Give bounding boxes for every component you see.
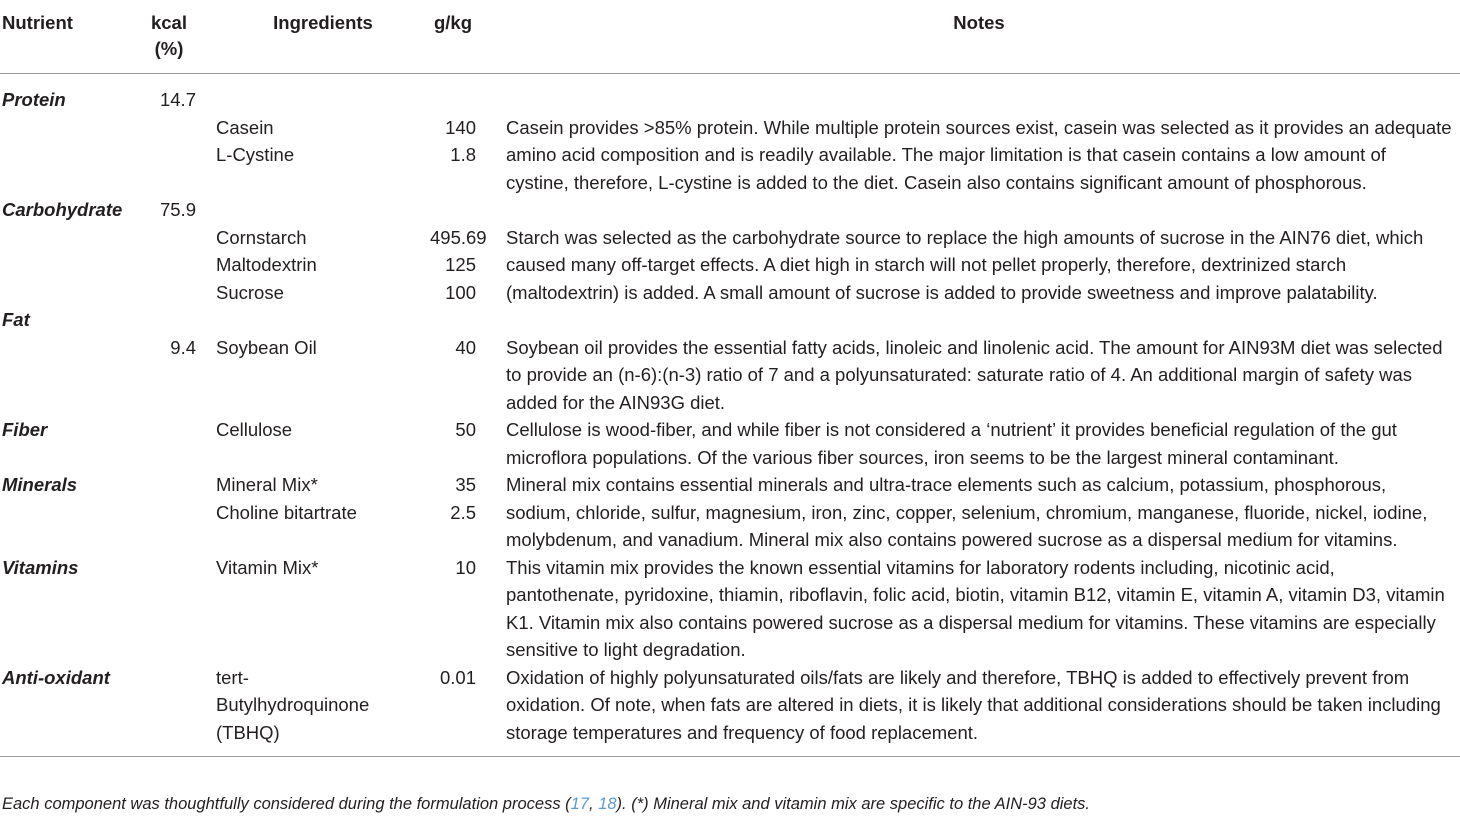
nutrient-fat: Fat	[2, 309, 30, 330]
table-row-carbohydrate-detail	[0, 224, 1460, 307]
kcal-carbohydrate: 75.9	[159, 199, 196, 220]
ingredients-fiber: Cellulose	[216, 419, 293, 440]
table-row-fiber	[0, 416, 1460, 471]
table-row-fat	[0, 306, 1460, 334]
reference-link-18[interactable]: 18	[598, 795, 617, 813]
table-row-protein	[0, 74, 1460, 114]
kcal-protein: 14.7	[159, 89, 196, 110]
gkg-protein	[430, 114, 476, 197]
nutrient-fiber: Fiber	[2, 419, 48, 440]
gkg-carbohydrate	[430, 224, 487, 307]
ingredient-item: Mineral Mix*	[216, 474, 318, 495]
ingredient-line: (TBHQ)	[216, 721, 280, 743]
footnote-text-after: ). (*) Mineral mix and vitamin mix are specific to the AIN-93 diets.	[616, 795, 1091, 813]
nutrient-vitamins: Vitamins	[2, 556, 79, 578]
notes-fiber: Cellulose is wood-fiber, and while fiber is not considered a ‘nutrient’ it provides beneficial regulation of the gut microflora populations. Of the various fiber sources, iron seems to be the largest mineral contaminant.	[506, 419, 1397, 468]
nutrient-minerals: Minerals	[2, 474, 78, 495]
gkg-value: 35	[455, 474, 476, 495]
ingredients-fat: Soybean Oil	[216, 336, 317, 358]
table-header-row	[0, 10, 1460, 74]
ingredients-vitamins: Vitamin Mix*	[216, 556, 319, 578]
table-row-vitamins	[0, 554, 1460, 664]
table-row-minerals	[0, 471, 1460, 554]
gkg-fat: 40	[455, 336, 476, 358]
footnote-text-before: Each component was thoughtfully considered during the formulation process (	[2, 795, 571, 813]
gkg-value: 2.5	[450, 501, 476, 523]
gkg-value: 495.69	[430, 226, 487, 248]
header-gkg: g/kg	[433, 12, 473, 33]
notes-minerals: Mineral mix contains essential minerals and ultra-trace elements such as calcium, potassium, phosphorous, sodium, chloride, sulfur, magnesium, iron, zinc, copper, selenium, chromium, manganese, fluoride, nickel, iodine, molybdenum, and vanadium. Mineral mix also contains powered sucrose as a dispersal medium for vitamins.	[506, 474, 1428, 550]
gkg-vitamins: 10	[455, 556, 476, 578]
ingredient-item: Casein	[216, 116, 274, 138]
nutrient-carbohydrate: Carbohydrate	[2, 199, 123, 220]
notes-protein: Casein provides >85% protein. While multiple protein sources exist, casein was selected as it provides an adequate amino acid composition and is readily available. The major limitation is that casein contains a low amount of cystine, therefore, L-cystine is added to the diet. Casein also contains significant amount of phosphorous.	[506, 116, 1452, 193]
table-row-protein-detail	[0, 114, 1460, 197]
notes-carbohydrate: Starch was selected as the carbohydrate source to replace the high amounts of sucrose in the AIN76 diet, which caused many off-target effects. A diet high in starch will not pellet properly, therefore, dextrinized starch (maltodextrin) is added. A small amount of sucrose is added to provide sweetness and improve palatability.	[506, 226, 1424, 303]
nutrient-antioxidant: Anti-oxidant	[2, 666, 110, 688]
notes-vitamins: This vitamin mix provides the known essential vitamins for laboratory rodents including, nicotinic acid, pantothenate, pyridoxine, thiamin, riboflavin, folic acid, biotin, vitamin B12, vitamin E, vitamin A, vitamin D3, vitamin K1. Vitamin mix also contains powered sucrose as a dispersal medium for vitamins. These vitamins are especially sensitive to light degradation.	[506, 556, 1445, 660]
gkg-value: 125	[445, 254, 476, 275]
gkg-value: 1.8	[450, 144, 476, 165]
ingredient-line: Butylhydroquinone	[216, 694, 370, 715]
gkg-fiber: 50	[455, 419, 476, 440]
notes-antioxidant: Oxidation of highly polyunsaturated oils/fats are likely and therefore, TBHQ is added to effectively prevent from oxidation. Of note, when fats are altered in diets, it is likely that additional considerations should be taken including storage temperatures and frequency of food replacement.	[506, 666, 1441, 743]
gkg-minerals	[430, 471, 476, 554]
header-kcal-line2: (%)	[154, 38, 184, 59]
ingredients-carbohydrate	[196, 224, 430, 307]
gkg-value: 140	[445, 116, 476, 138]
footnote-separator: ,	[589, 795, 599, 813]
ingredients-antioxidant	[196, 664, 430, 757]
header-ingredients: Ingredients	[273, 12, 373, 33]
gkg-value: 100	[445, 281, 476, 303]
kcal-fat: 9.4	[170, 336, 196, 358]
table-row-fat-detail	[0, 334, 1460, 417]
ingredient-item: Maltodextrin	[216, 254, 317, 275]
ingredient-item: L-Cystine	[216, 144, 295, 165]
table-footnote	[2, 793, 1090, 815]
ingredients-minerals	[196, 471, 430, 554]
gkg-antioxidant: 0.01	[439, 666, 476, 688]
ingredient-line: tert-	[216, 666, 249, 688]
ingredient-item: Cornstarch	[216, 226, 307, 248]
nutrient-table	[0, 10, 1460, 757]
ingredients-protein	[196, 114, 430, 197]
ingredient-item: Choline bitartrate	[216, 501, 357, 523]
header-kcal	[142, 10, 196, 74]
notes-fat: Soybean oil provides the essential fatty acids, linoleic and linolenic acid. The amount for AIN93M diet was selected to provide an (n-6):(n-3) ratio of 7 and a polyunsaturated: saturate ratio of 4. An additional margin of safety was added for the AIN93G diet.	[506, 336, 1443, 413]
table-row-carbohydrate	[0, 196, 1460, 224]
ingredient-item: Sucrose	[216, 281, 284, 303]
reference-link-17[interactable]: 17	[570, 795, 590, 813]
nutrient-protein: Protein	[2, 89, 66, 110]
header-notes: Notes	[953, 12, 1005, 33]
table-row-antioxidant	[0, 664, 1460, 757]
header-nutrient: Nutrient	[2, 12, 73, 33]
header-kcal-line1: kcal	[150, 12, 187, 33]
